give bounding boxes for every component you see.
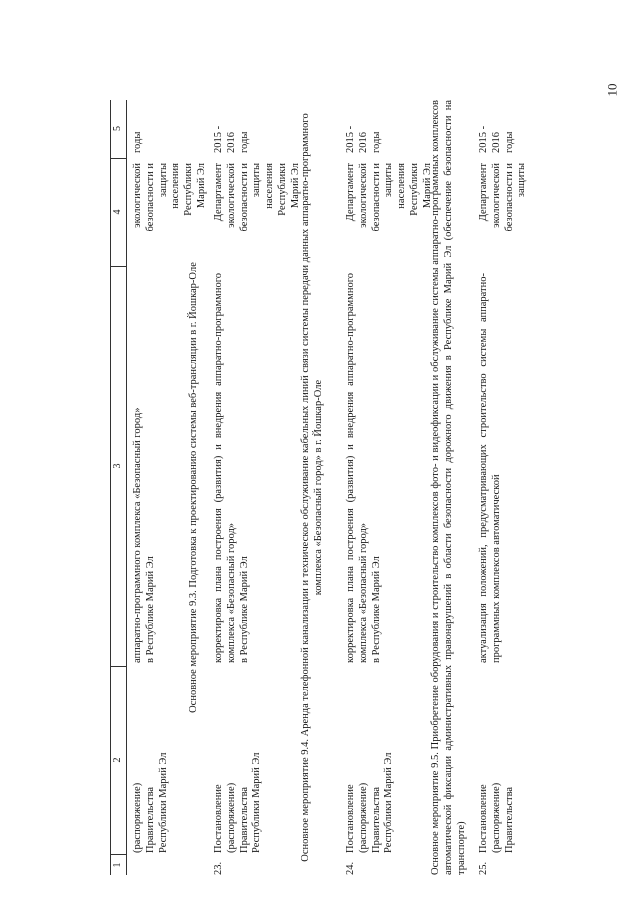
header-col-3: 3: [112, 463, 123, 469]
section-heading: Основное мероприятие 9.3. Подготовка к проектированию системы веб-трансляции в г. Йошкар-Оле: [188, 262, 199, 713]
cell-content: корректировка плана построения (развития) и внедрения аппаратно-программного комплекса «Безопасный город» в Республике Марий Эл: [213, 273, 250, 663]
row-number: 23.: [213, 861, 224, 875]
page-number: 10: [604, 83, 620, 97]
cell-term: 2015 - 2016 годы: [478, 125, 515, 153]
rotated-table: [110, 100, 528, 875]
cell-executor: Департамент экологической безопасности и защиты: [478, 163, 528, 232]
row-number: 25.: [478, 861, 489, 875]
header-col-1: 1: [112, 862, 123, 868]
header-col-4: 4: [112, 209, 123, 215]
cell-executor: Департамент экологической безопасности и защиты населения Республики Марий Эл: [213, 163, 301, 232]
cell-content: аппаратно-программного комплекса «Безопасный город» в Республике Марий Эл: [132, 407, 156, 663]
table-header-row: [110, 100, 127, 875]
section-heading: Основное мероприятие 9.4. Аренда телефонной канализации и техническое обслуживание кабельных линий связи системы передачи данных аппаратно-программного комплекса «Безопасный город» в г. Йошкар-Оле: [300, 113, 324, 862]
cell-term: 2015 - 2016 годы: [213, 125, 250, 153]
divider: [111, 158, 126, 159]
cell-term: годы: [132, 131, 143, 153]
section-heading: Основное мероприятие 9.5. Приобретение оборудования и строительство комплексов фото- и видеофиксации и обслуживание системы аппаратно-программных комплексов автоматической фиксации административных правонарушений в области безопасности дорожного движения в Республике Марий Эл (обеспечение безопасности на транспорте): [430, 100, 467, 875]
cell-content: корректировка плана построения (развития) и внедрения аппаратно-программного комплекса «Безопасный город» в Республике Марий Эл: [345, 273, 382, 663]
row-number: 24.: [345, 861, 356, 875]
cell-executor: экологической безопасности и защиты населения Республики Марий Эл: [132, 163, 207, 232]
cell-content: актуализация положений, предусматривающих строительство системы аппаратно-программных комплексов автоматической: [478, 273, 502, 663]
divider: [111, 266, 126, 267]
cell-legal-act: Постановление (распоряжение) Правительства: [478, 782, 515, 853]
divider: [111, 666, 126, 667]
cell-legal-act: Постановление (распоряжение) Правительства Республики Марий Эл: [213, 752, 263, 853]
divider: [111, 854, 126, 855]
header-col-5: 5: [112, 126, 123, 131]
header-col-2: 2: [112, 757, 123, 763]
cell-legal-act: Постановление (распоряжение) Правительства Республики Марий Эл: [345, 752, 395, 853]
cell-term: 2015 - 2016 годы: [345, 125, 382, 153]
cell-legal-act: (распоряжение) Правительства Республики Марий Эл: [132, 752, 169, 853]
cell-executor: Департамент экологической безопасности и защиты населения Республики Марий Эл: [345, 163, 433, 232]
